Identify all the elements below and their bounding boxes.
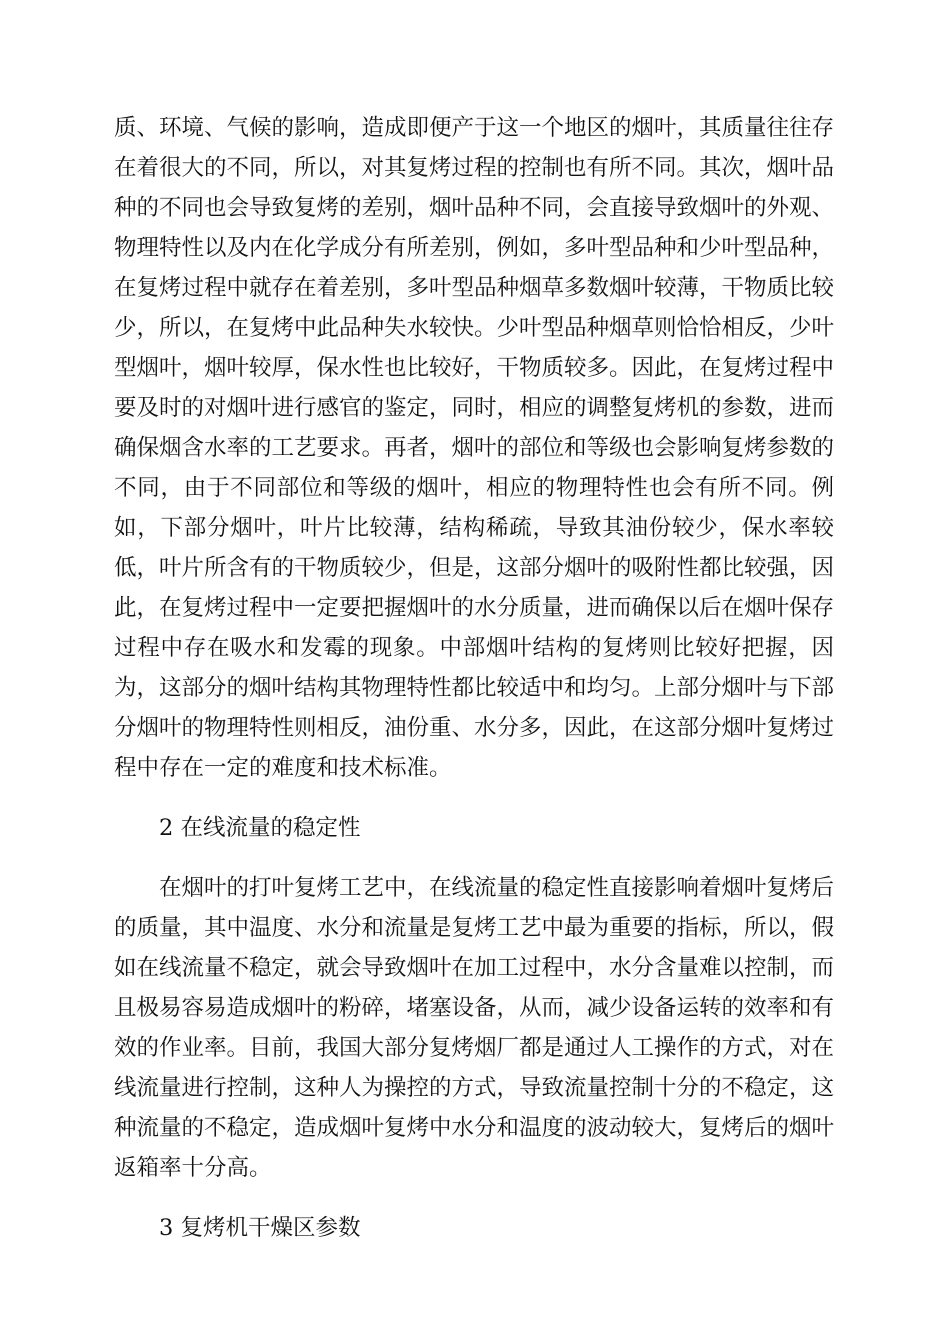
text-line: 此，在复烤过程中一定要把握烟叶的水分质量，进而确保以后在烟叶保存 (114, 595, 835, 621)
paragraph-spacer (114, 848, 834, 868)
text-line: 的质量，其中温度、水分和流量是复烤工艺中最为重要的指标，所以，假 (114, 915, 835, 941)
text-line: 在烟叶的打叶复烤工艺中，在线流量的稳定性直接影响着烟叶复烤后 (159, 875, 835, 901)
text-line: 线流量进行控制，这种人为操控的方式，导致流量控制十分的不稳定，这 (114, 1075, 835, 1101)
text-line: 效的作业率。目前，我国大部分复烤烟厂都是通过人工操作的方式，对在 (114, 1035, 835, 1061)
text-line: 种的不同也会导致复烤的差别，烟叶品种不同，会直接导致烟叶的外观、 (114, 195, 835, 221)
text-line: 质、环境、气候的影响，造成即便产于这一个地区的烟叶，其质量往往存 (114, 115, 835, 141)
text-line: 不同，由于不同部位和等级的烟叶，相应的物理特性也会有所不同。例 (114, 475, 834, 501)
document-body (114, 108, 834, 1248)
text-line: 在着很大的不同，所以，对其复烤过程的控制也有所不同。其次，烟叶品 (114, 155, 835, 181)
text-line: 物理特性以及内在化学成分有所差别，例如，多叶型品种和少叶型品种， (114, 235, 835, 261)
text-line: 种流量的不稳定，造成烟叶复烤中水分和温度的波动较大，复烤后的烟叶 (114, 1115, 835, 1141)
text-line: 少，所以，在复烤中此品种失水较快。少叶型品种烟草则恰恰相反，少叶 (114, 315, 835, 341)
paragraph-continued (114, 108, 834, 788)
text-line: 且极易容易造成烟叶的粉碎，堵塞设备，从而，减少设备运转的效率和有 (114, 995, 835, 1021)
text-line: 如在线流量不稳定，就会导致烟叶在加工过程中，水分含量难以控制，而 (114, 955, 835, 981)
text-line: 如，下部分烟叶，叶片比较薄，结构稀疏，导致其油份较少，保水率较 (114, 515, 834, 541)
text-line: 为，这部分的烟叶结构其物理特性都比较适中和均匀。上部分烟叶与下部 (114, 675, 835, 701)
text-line: 要及时的对烟叶进行感官的鉴定，同时，相应的调整复烤机的参数，进而 (114, 395, 835, 421)
text-line: 返箱率十分高。 (114, 1155, 272, 1181)
paragraph-spacer (114, 788, 834, 808)
text-line: 在复烤过程中就存在着差别，多叶型品种烟草多数烟叶较薄，干物质比较 (114, 275, 835, 301)
text-line: 型烟叶，烟叶较厚，保水性也比较好，干物质较多。因此，在复烤过程中 (114, 355, 835, 381)
section-heading-3: 3 复烤机干燥区参数 (159, 1215, 361, 1241)
section-heading-2: 2 在线流量的稳定性 (159, 815, 361, 841)
text-line: 程中存在一定的难度和技术标准。 (114, 755, 452, 781)
paragraph-inline-flow (114, 868, 834, 1188)
text-line: 过程中存在吸水和发霉的现象。中部烟叶结构的复烤则比较好把握，因 (114, 635, 834, 661)
text-line: 低，叶片所含有的干物质较少，但是，这部分烟叶的吸附性都比较强，因 (114, 555, 835, 581)
paragraph-spacer (114, 1188, 834, 1208)
text-line: 确保烟含水率的工艺要求。再者，烟叶的部位和等级也会影响复烤参数的 (114, 435, 835, 461)
text-line: 分烟叶的物理特性则相反，油份重、水分多，因此，在这部分烟叶复烤过 (114, 715, 835, 741)
